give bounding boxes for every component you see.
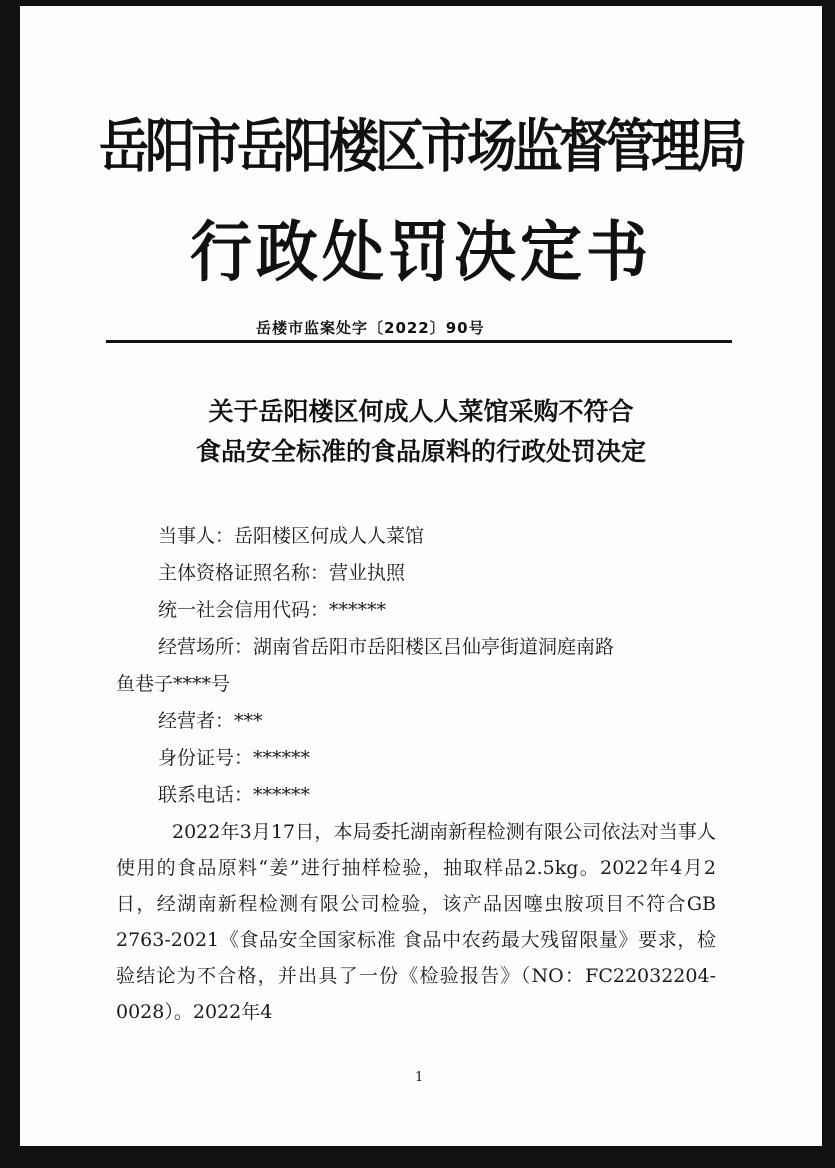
- subject-line-2: 食品安全标准的食品原料的行政处罚决定: [195, 437, 646, 466]
- page-number: 1: [415, 1070, 424, 1085]
- id-number: 身份证号：******: [158, 747, 311, 769]
- contact-phone: 联系电话：******: [158, 784, 311, 806]
- decision-subject: [20, 392, 822, 472]
- business-address-line-1: 经营场所：湖南省岳阳市岳阳楼区吕仙亭街道洞庭南路: [158, 636, 615, 658]
- party-name: 当事人：岳阳楼区何成人人菜馆: [158, 525, 425, 547]
- document-type-title: 行政处罚决定书: [189, 213, 652, 291]
- issuing-authority: 岳阳市岳阳楼区市场监督管理局: [99, 113, 743, 180]
- operator: 经营者：***: [158, 710, 263, 732]
- document-number: 岳楼市监案处字〔2022〕90号: [256, 319, 485, 337]
- document-page: [20, 6, 822, 1146]
- case-facts-paragraph: 2022年3月17日，本局委托湖南新程检测有限公司依法对当事人使用的食品原料“姜”进行抽样检验，抽取样品2.5kg。2022年4月2日，经湖南新程检测有限公司检验，该产品因噻虫胺项目不符合GB 2763-2021《食品安全国家标准 食品中农药最大残留限量》要求，检验结论为不合格，并出具了一份《检验报告》（NO：FC22032204-0028）。2022年4: [116, 821, 716, 1023]
- document-body: [116, 518, 716, 1030]
- business-address-line-2: 鱼巷子****号: [116, 673, 231, 695]
- credit-code: 统一社会信用代码：******: [158, 599, 387, 621]
- license-type: 主体资格证照名称：营业执照: [158, 562, 406, 584]
- header-divider: [106, 340, 732, 343]
- subject-line-1: 关于岳阳楼区何成人人菜馆采购不符合: [208, 397, 634, 426]
